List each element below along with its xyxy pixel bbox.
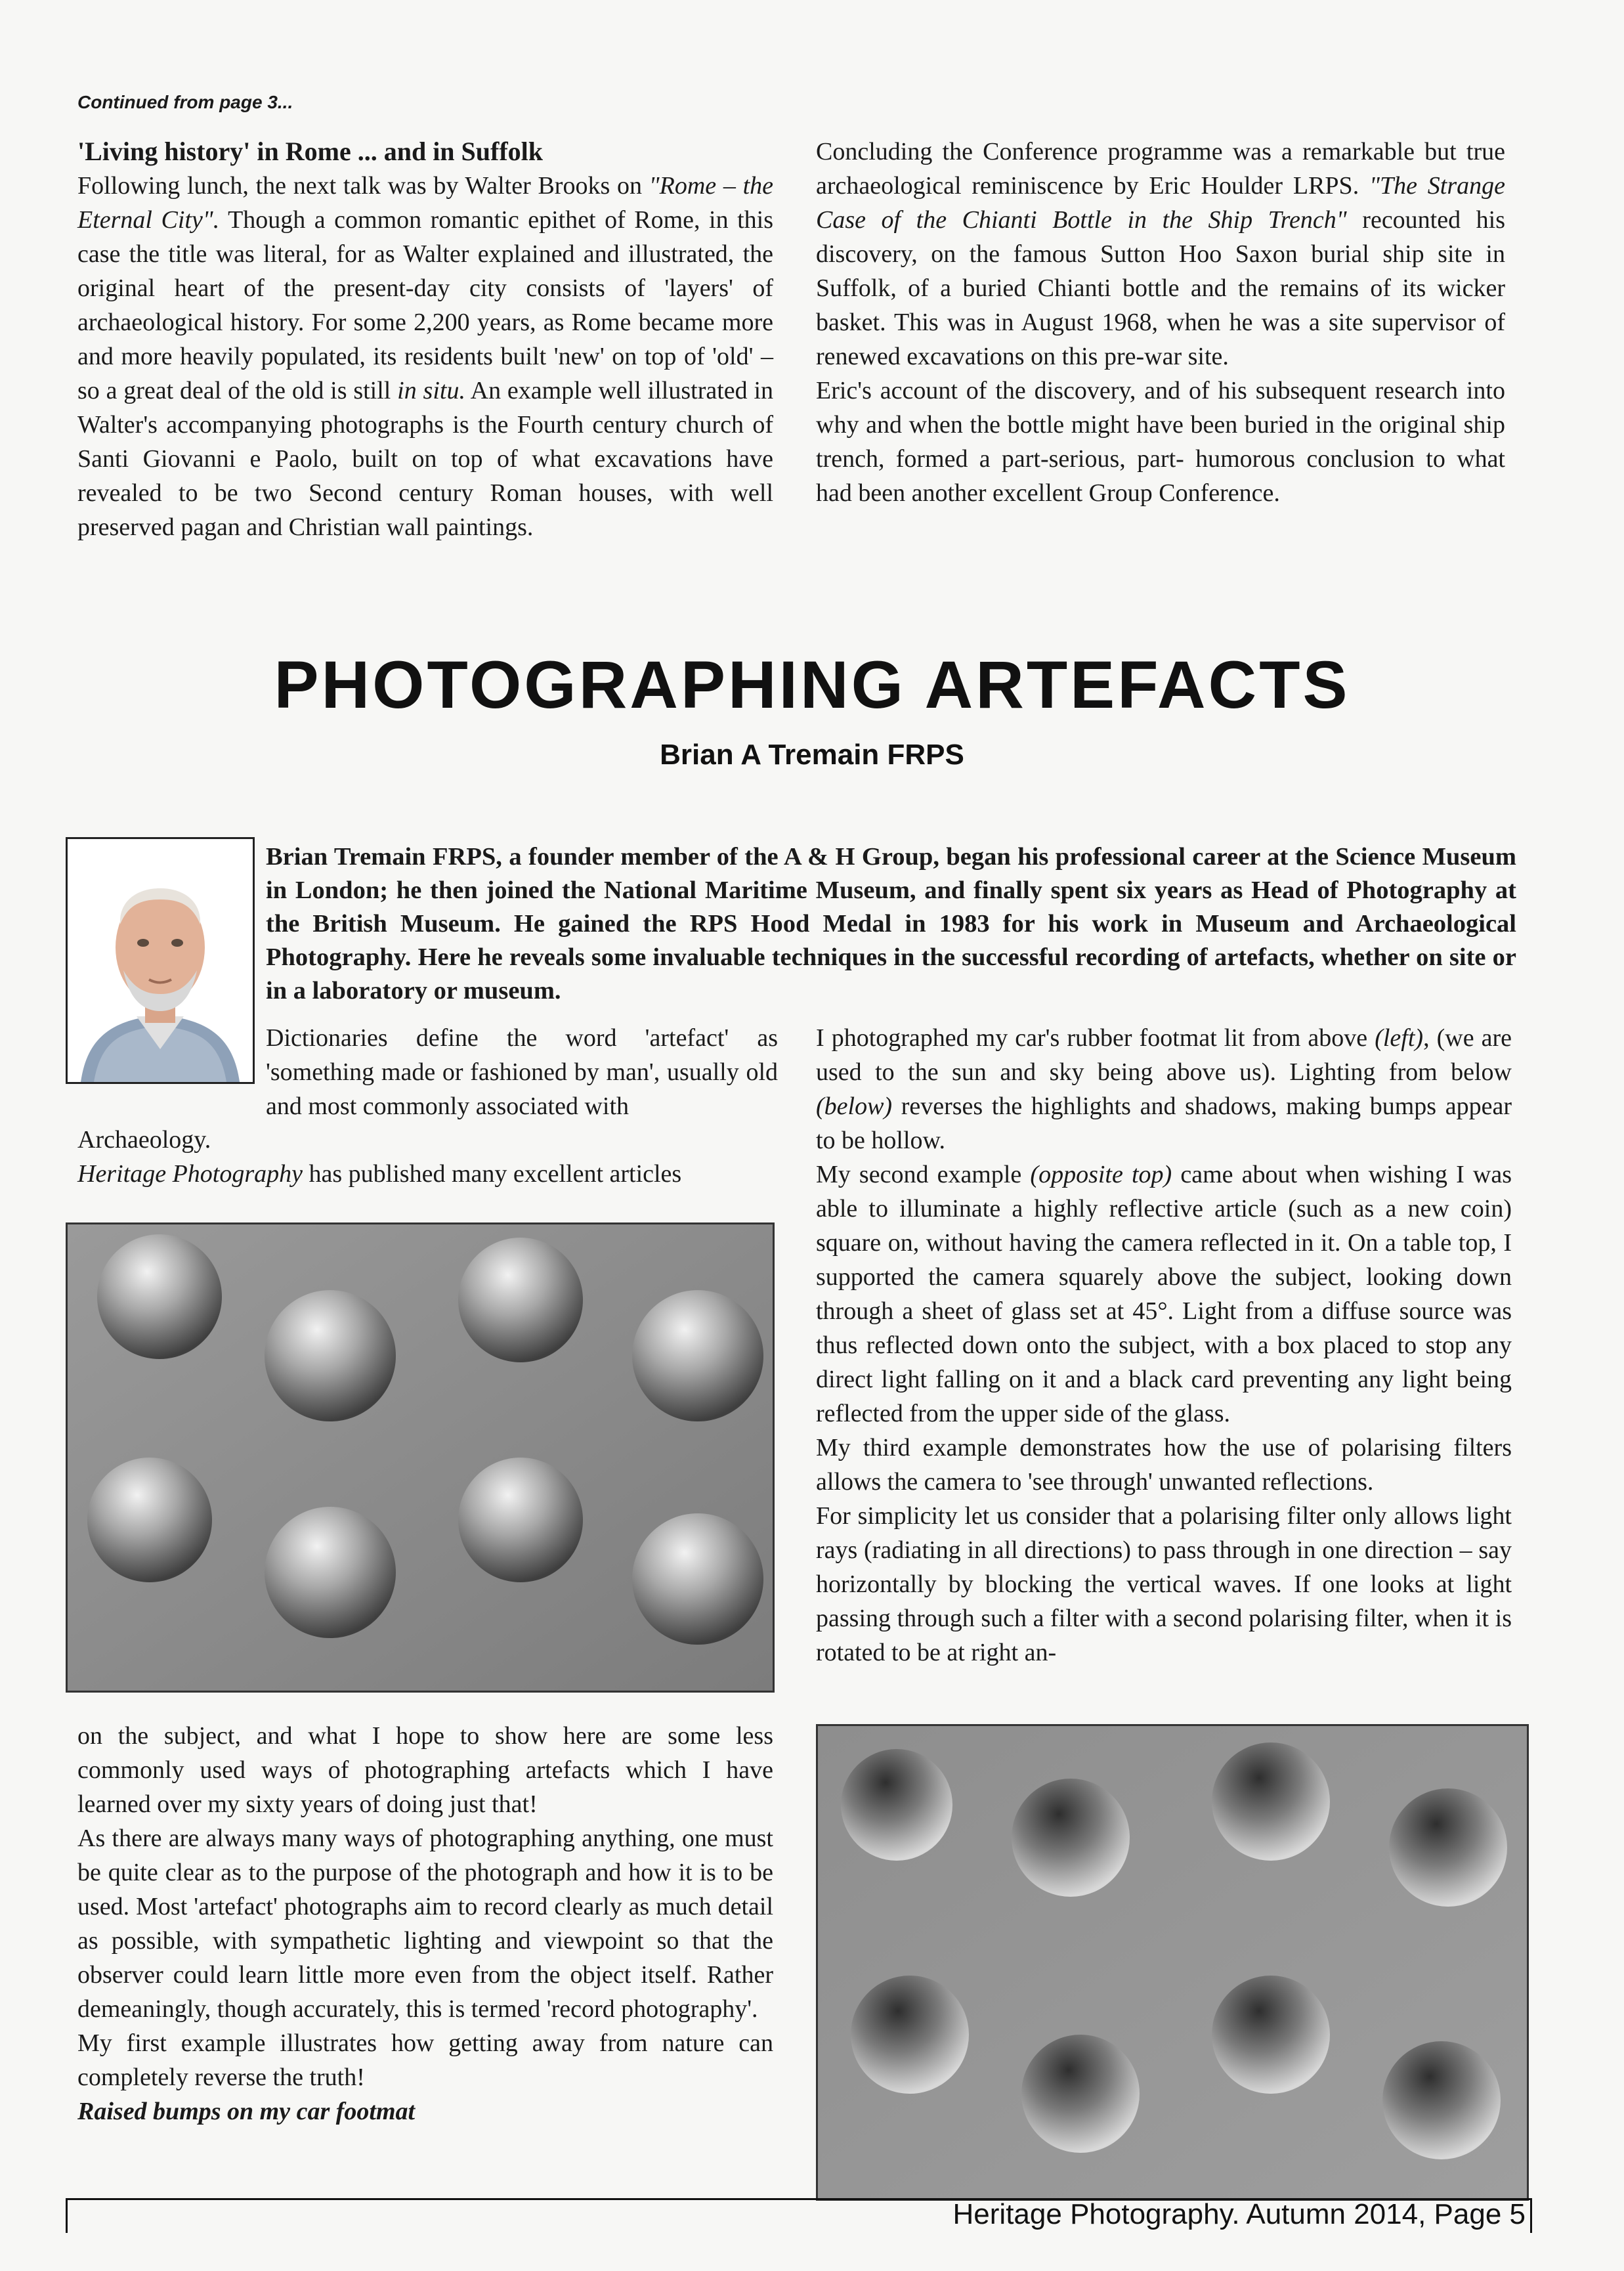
rp2-c: came about when wishing I was able to illuminate a highly reflective article (such as a new coin) square on, without having the camera reflected in it. On a table top, I supported the camera squarely above the subject, looking down through a sheet of glass set at 45°. Light from a diffuse source was thus reflected down onto the subject, with a box placed to stop any direct light falling on it and a black card preventing any light being reflected from the upper side of the glass. <box>816 1161 1512 1427</box>
chianti-paragraph <box>816 135 1505 374</box>
rp1-c: , (we are used to the sun and sky being above us). Lighting from below <box>816 1024 1512 1086</box>
footmat-photo-lit-above <box>66 1222 775 1693</box>
rome-text-b: Though a common romantic epithet of Rome, in this case the title was literal, for as Walter explained and illustrated, the original heart of the present-day city consists of 'layers' of archaeological history. For some 2,200 years, as Rome became more and more heavily populated, its residents built 'new' on top of 'old' – so a great deal of the old is still <box>77 206 773 404</box>
article-byline: Brian A Tremain FRPS <box>660 739 964 771</box>
archaeology-line: Archaeology. <box>77 1126 211 1154</box>
footmat-photo-lit-below <box>816 1724 1529 2201</box>
chianti-text-a: Concluding the Conference programme was a remarkable but true archaeological reminiscence by Eric Houlder LRPS. <box>816 138 1505 200</box>
magazine-name: Heritage Photography <box>77 1160 303 1188</box>
chianti-text-b: recounted his discovery, on the famous Sutton Hoo Saxon burial ship site in Suffolk, of a buried Chianti bottle and the remains of its wicker basket. This was in August 1968, when he was a site supervisor of renewed excavations on this pre-war site. <box>816 206 1505 370</box>
heritage-line-text: has published many excellent articles <box>303 1160 682 1188</box>
article-right-column <box>816 1021 1512 1670</box>
author-portrait <box>66 837 255 1084</box>
in-situ: in situ. <box>397 377 465 404</box>
left-para-1: on the subject, and what I hope to show here are some less commonly used ways of photographing artefacts which I have learned over my sixty years of doing just that! <box>77 1722 773 1818</box>
article-left-bottom <box>77 1719 773 2129</box>
article-intro: Brian Tremain FRPS, a founder member of the A & H Group, began his professional career at the Science Museum in London; he then joined the National Maritime Museum, and finally spent six years as Head of Photography at the British Museum. He gained the RPS Hood Medal in 1983 for his work in Museum and Archaeological Photography. Here he reveals some invaluable techniques in the successful recording of artefacts, whether on site or in a laboratory or museum. <box>266 843 1516 1005</box>
rp1-b: (left) <box>1375 1024 1424 1052</box>
right-para-1 <box>816 1021 1512 1157</box>
left-para-3: My first example illustrates how getting away from nature can completely reverse the truth! <box>77 2029 773 2091</box>
rome-paragraph <box>77 169 773 544</box>
chianti-paragraph-2: Eric's account of the discovery, and of his subsequent research into why and when the bottle might have been buried in the original ship trench, formed a part-serious, part- humorous conclusion to what had been another excellent Group Conference. <box>816 377 1505 507</box>
chianti-talk-title: "The Strange Case of the Chianti Bottle in the Ship Trench" <box>816 172 1506 234</box>
section-subhead: Raised bumps on my car footmat <box>77 2098 416 2125</box>
right-para-3: My third example demonstrates how the use of polarising filters allows the camera to 'see through' unwanted reflections. <box>816 1434 1512 1496</box>
article-left-mid <box>77 1123 773 1191</box>
rp2-b: (opposite top) <box>1030 1161 1172 1188</box>
article-title: PHOTOGRAPHING ARTEFACTS <box>274 647 1350 722</box>
continued-note: Continued from page 3... <box>77 92 293 112</box>
right-para-4: For simplicity let us consider that a polarising filter only allows light rays (radiating in all directions) to pass through in one direction – say horizontally by blocking the vertical waves. If one looks at light passing through such a filter with a second polarising filter, when it is rotated to be at right an- <box>816 1502 1512 1666</box>
right-para-2 <box>816 1157 1512 1431</box>
portrait-image <box>68 839 253 1082</box>
rp2-a: My second example <box>816 1161 1031 1188</box>
top-left-column <box>77 135 773 544</box>
footmat-bumps-below <box>818 1726 1527 2199</box>
rp1-d: (below) <box>816 1092 893 1120</box>
article-left-top <box>266 1021 778 1123</box>
dictionary-paragraph: Dictionaries define the word 'artefact' as 'something made or fashioned by man', usually old and most commonly associated with <box>266 1024 778 1120</box>
rome-text-a: Following lunch, the next talk was by Walter Brooks on <box>77 172 649 200</box>
heritage-line <box>77 1157 773 1191</box>
rome-talk-title: "Rome – the Eternal City". <box>77 172 774 234</box>
rome-heading: 'Living history' in Rome ... and in Suffolk <box>77 137 544 166</box>
top-right-column <box>816 135 1505 510</box>
rome-text-c: An example well illustrated in Walter's accompanying photographs is the Fourth century church of Santi Giovanni e Paolo, built on top of what excavations have revealed to be two Second century Roman houses, with well preserved pagan and Christian wall paintings. <box>77 377 773 541</box>
left-para-2: As there are always many ways of photographing anything, one must be quite clear as to the purpose of the photograph and how it is to be used. Most 'artefact' photographs aim to record clearly as much detail as possible, with sympathetic lighting and viewpoint so that the observer could learn little more even from the object itself. Rather demeaningly, though accurately, this is termed 'record photography'. <box>77 1825 773 2023</box>
rp1-a: I photographed my car's rubber footmat lit from above <box>816 1024 1375 1052</box>
footmat-bumps-above <box>68 1224 773 1691</box>
page-footer: Heritage Photography. Autumn 2014, Page 5 <box>952 2198 1526 2230</box>
rp1-e: reverses the highlights and shadows, making bumps appear to be hollow. <box>816 1092 1512 1154</box>
